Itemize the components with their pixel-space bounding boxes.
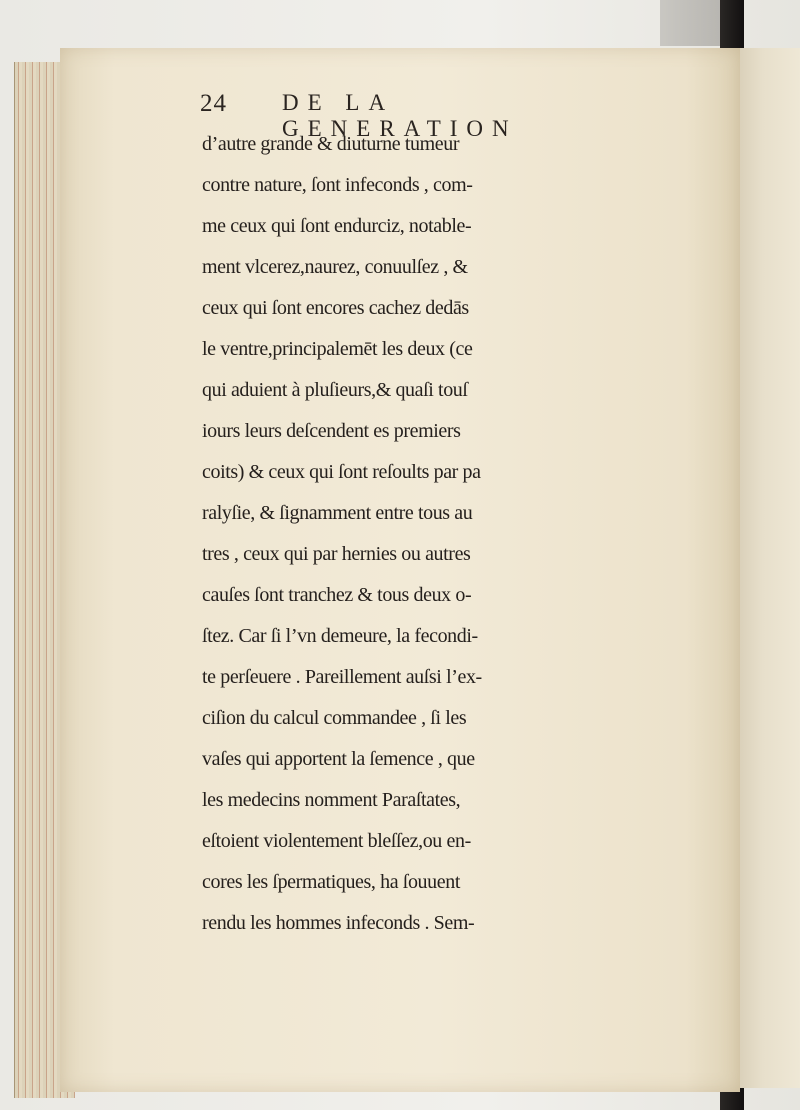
text-line: ciſion du calcul commandee , ſi les [202, 707, 467, 729]
text-line: me ceux qui ſont endurciz, notable- [202, 215, 472, 237]
binding-strip [660, 0, 720, 46]
running-head [200, 86, 640, 141]
running-title: DE LA GENERATION [282, 90, 518, 141]
text-line: ſtez. Car ſi l’vn demeure, la fecondi- [202, 625, 478, 647]
text-line: ment vlcerez,naurez, conuulſez , & [202, 256, 468, 278]
facing-page-edge [736, 48, 800, 1088]
text-line: te perſeuere . Pareillement auſsi l’ex- [202, 666, 482, 688]
text-line: eſtoient violentement bleſſez,ou en- [202, 830, 471, 852]
text-line: coits) & ceux qui ſont reſoults par pa [202, 461, 481, 483]
text-line: cores les ſpermatiques, ha ſouuent [202, 871, 460, 893]
text-line: ralyſie, & ſignamment entre tous au [202, 502, 473, 524]
text-line: contre nature, ſont infeconds , com- [202, 174, 473, 196]
text-line: vaſes qui apportent la ſemence , que [202, 748, 475, 770]
body-text [202, 124, 672, 944]
text-line: iours leurs deſcendent es premiers [202, 420, 461, 442]
text-line: cauſes ſont tranchez & tous deux o- [202, 584, 472, 606]
text-line: le ventre,principalemēt les deux (ce [202, 338, 473, 360]
text-line: tres , ceux qui par hernies ou autres [202, 543, 471, 565]
page-number: 24 [200, 90, 227, 117]
text-line: les medecins nomment Paraſtates, [202, 789, 461, 811]
text-line: qui aduient à pluſieurs,& quaſi touſ [202, 379, 468, 401]
text-line: d’autre grande & diuturne tumeur [202, 133, 460, 155]
text-line: ceux qui ſont encores cachez dedās [202, 297, 469, 319]
text-line: rendu les hommes infeconds . Sem- [202, 912, 475, 934]
